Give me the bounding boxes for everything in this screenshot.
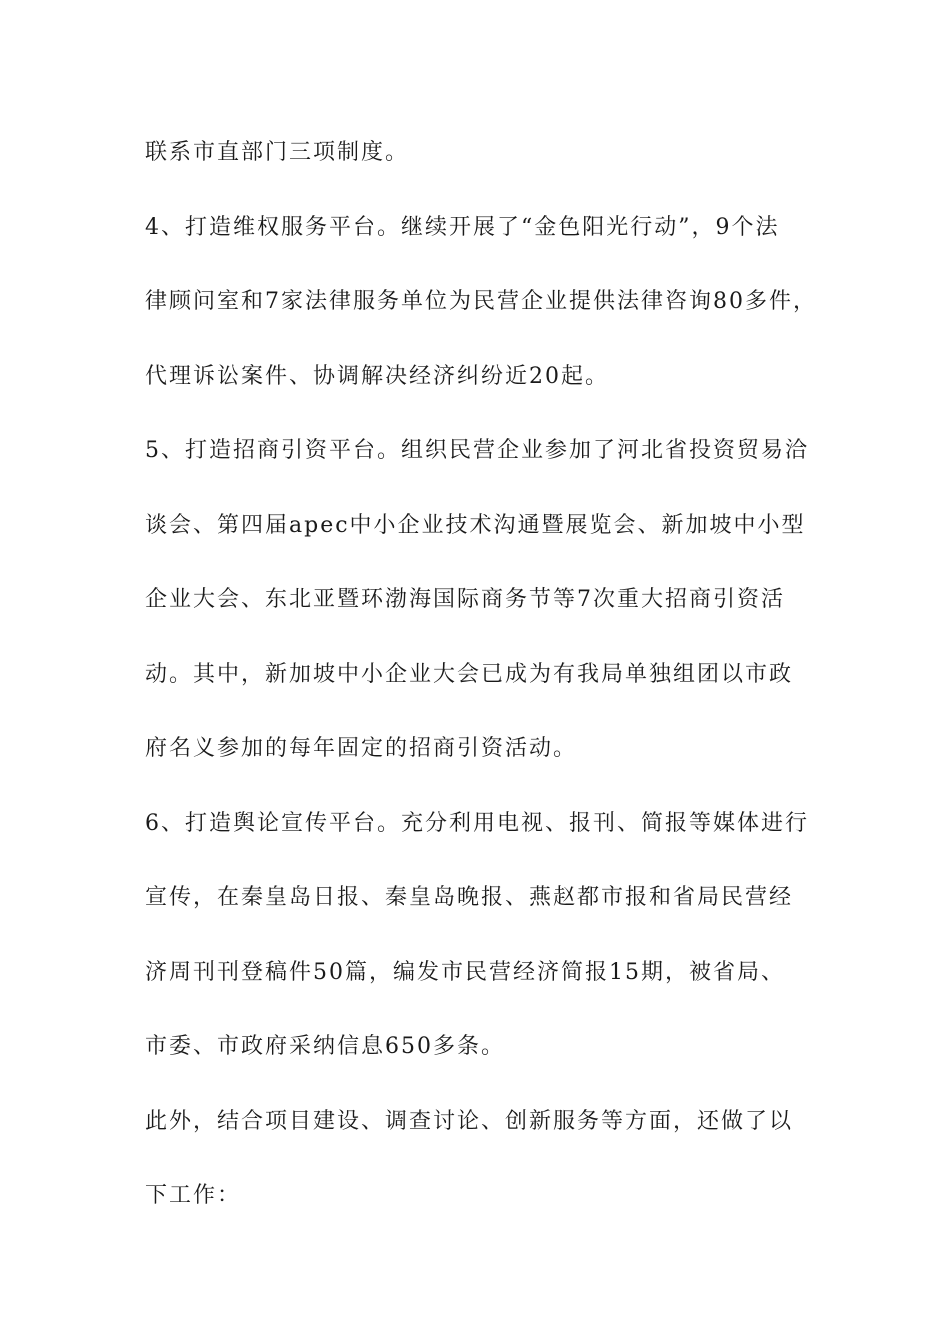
text-line: 此外，结合项目建设、调查讨论、创新服务等方面，还做了以 (145, 1108, 794, 1134)
text-line: 府名义参加的每年固定的招商引资活动。 (145, 736, 578, 761)
text-line: 联系市直部门三项制度。 (145, 140, 410, 165)
text-line: 动。其中，新加坡中小企业大会已成为有我局单独组团以市政 (145, 661, 794, 687)
text-line: 济周刊刊登稿件50篇，编发市民营经济简报15期，被省局、 (145, 959, 785, 985)
text-line: 律顾问室和7家法律服务单位为民营企业提供法律咨询80多件， (145, 289, 817, 314)
text-line: 6、打造舆论宣传平台。充分利用电视、报刊、简报等媒体进行 (145, 810, 809, 836)
text-line: 宣传，在秦皇岛日报、秦皇岛晚报、燕赵都市报和省局民营经 (145, 885, 794, 910)
document-body (145, 130, 817, 1248)
text-line: 企业大会、东北亚暨环渤海国际商务节等7次重大招商引资活 (145, 587, 785, 612)
text-line: 4、打造维权服务平台。继续开展了“金色阳光行动”，9个法 (145, 214, 780, 240)
text-line: 市委、市政府采纳信息650多条。 (145, 1034, 505, 1059)
text-line: 代理诉讼案件、协调解决经济纠纷近20起。 (145, 363, 609, 389)
text-line: 谈会、第四届apec中小企业技术沟通暨展览会、新加坡中小型 (145, 512, 806, 538)
text-line: 下工作： (145, 1183, 242, 1208)
text-line: 5、打造招商引资平台。组织民营企业参加了河北省投资贸易洽 (145, 438, 809, 463)
